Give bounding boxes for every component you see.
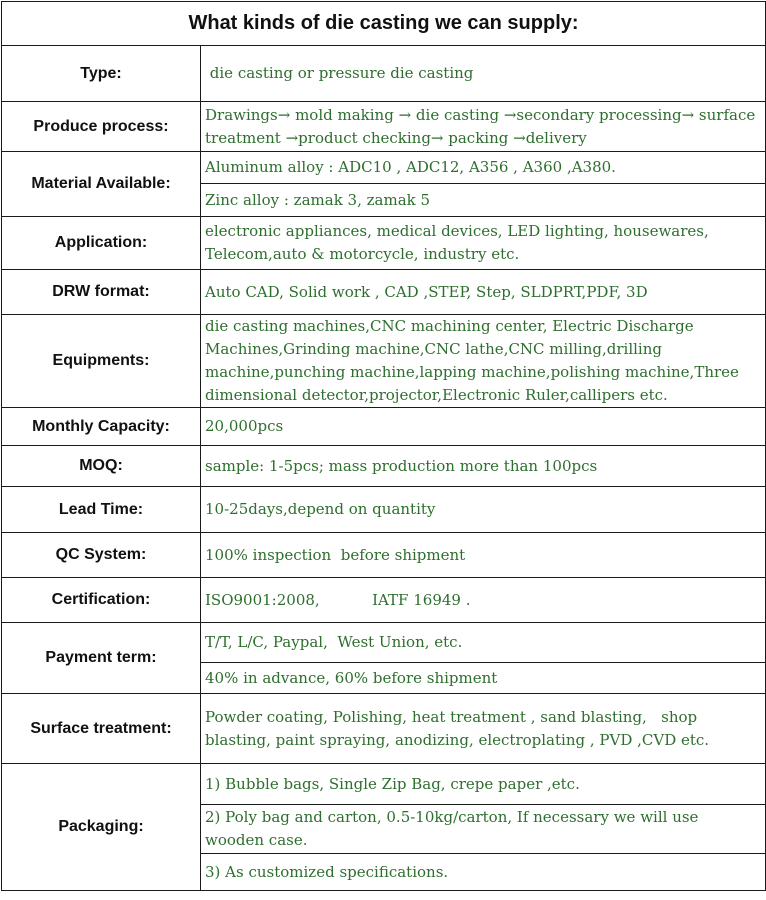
row-label-lead-time: Lead Time: — [2, 487, 201, 533]
row-value-monthly-capacity: 20,000pcs — [201, 408, 766, 446]
table-row-certification — [2, 578, 766, 623]
specification-table-body — [2, 2, 766, 891]
table-row-material-available-1 — [2, 152, 766, 184]
row-label-monthly-capacity: Monthly Capacity: — [2, 408, 201, 446]
row-value-packaging-2: 2) Poly bag and carton, 0.5-10kg/carton, If necessary we will use wooden case. — [201, 805, 766, 854]
row-value-surface-treatment: Powder coating, Polishing, heat treatment , sand blasting, shop blasting, paint spraying, anodizing, electroplating , PVD ,CVD etc. — [201, 694, 766, 764]
row-value-qc-system: 100% inspection before shipment — [201, 533, 766, 578]
row-value-material-available-1: Aluminum alloy : ADC10 , ADC12, A356 , A360 ,A380. — [201, 152, 766, 184]
table-row-drw-format — [2, 270, 766, 315]
specification-table — [1, 1, 766, 891]
table-row-moq — [2, 446, 766, 487]
table-row-type — [2, 46, 766, 102]
row-label-qc-system: QC System: — [2, 533, 201, 578]
row-value-packaging-1: 1) Bubble bags, Single Zip Bag, crepe paper ,etc. — [201, 764, 766, 805]
row-value-certification: ISO9001:2008, IATF 16949 . — [201, 578, 766, 623]
table-row-packaging-1 — [2, 764, 766, 805]
row-label-moq: MOQ: — [2, 446, 201, 487]
page-title: What kinds of die casting we can supply: — [2, 2, 766, 46]
row-label-produce-process: Produce process: — [2, 102, 201, 152]
table-row-lead-time — [2, 487, 766, 533]
table-row-qc-system — [2, 533, 766, 578]
row-label-payment-term: Payment term: — [2, 623, 201, 694]
row-value-type: die casting or pressure die casting — [201, 46, 766, 102]
row-label-drw-format: DRW format: — [2, 270, 201, 315]
row-value-lead-time: 10-25days,depend on quantity — [201, 487, 766, 533]
row-label-type: Type: — [2, 46, 201, 102]
table-row-surface-treatment — [2, 694, 766, 764]
row-label-packaging: Packaging: — [2, 764, 201, 891]
table-row-produce-process — [2, 102, 766, 152]
row-value-drw-format: Auto CAD, Solid work , CAD ,STEP, Step, SLDPRT,PDF, 3D — [201, 270, 766, 315]
row-label-material-available: Material Available: — [2, 152, 201, 217]
table-row-equipments — [2, 315, 766, 408]
row-value-moq: sample: 1-5pcs; mass production more than 100pcs — [201, 446, 766, 487]
title-row — [2, 2, 766, 46]
table-row-payment-term-1 — [2, 623, 766, 663]
row-label-application: Application: — [2, 217, 201, 270]
row-value-equipments: die casting machines,CNC machining center, Electric Discharge Machines,Grinding machine,CNC lathe,CNC milling,drilling machine,punching machine,lapping machine,polishing machine,Three dimensional detector,projector,Electronic Ruler,callipers etc. — [201, 315, 766, 408]
row-value-payment-term-1: T/T, L/C, Paypal, West Union, etc. — [201, 623, 766, 663]
row-value-material-available-2: Zinc alloy : zamak 3, zamak 5 — [201, 184, 766, 217]
row-value-application: electronic appliances, medical devices, LED lighting, housewares, Telecom,auto & motorcycle, industry etc. — [201, 217, 766, 270]
row-value-packaging-3: 3) As customized specifications. — [201, 854, 766, 891]
row-label-surface-treatment: Surface treatment: — [2, 694, 201, 764]
row-label-certification: Certification: — [2, 578, 201, 623]
table-row-application — [2, 217, 766, 270]
row-value-produce-process: Drawings→ mold making → die casting →secondary processing→ surface treatment →product checking→ packing →delivery — [201, 102, 766, 152]
row-label-equipments: Equipments: — [2, 315, 201, 408]
table-row-monthly-capacity — [2, 408, 766, 446]
row-value-payment-term-2: 40% in advance, 60% before shipment — [201, 663, 766, 694]
